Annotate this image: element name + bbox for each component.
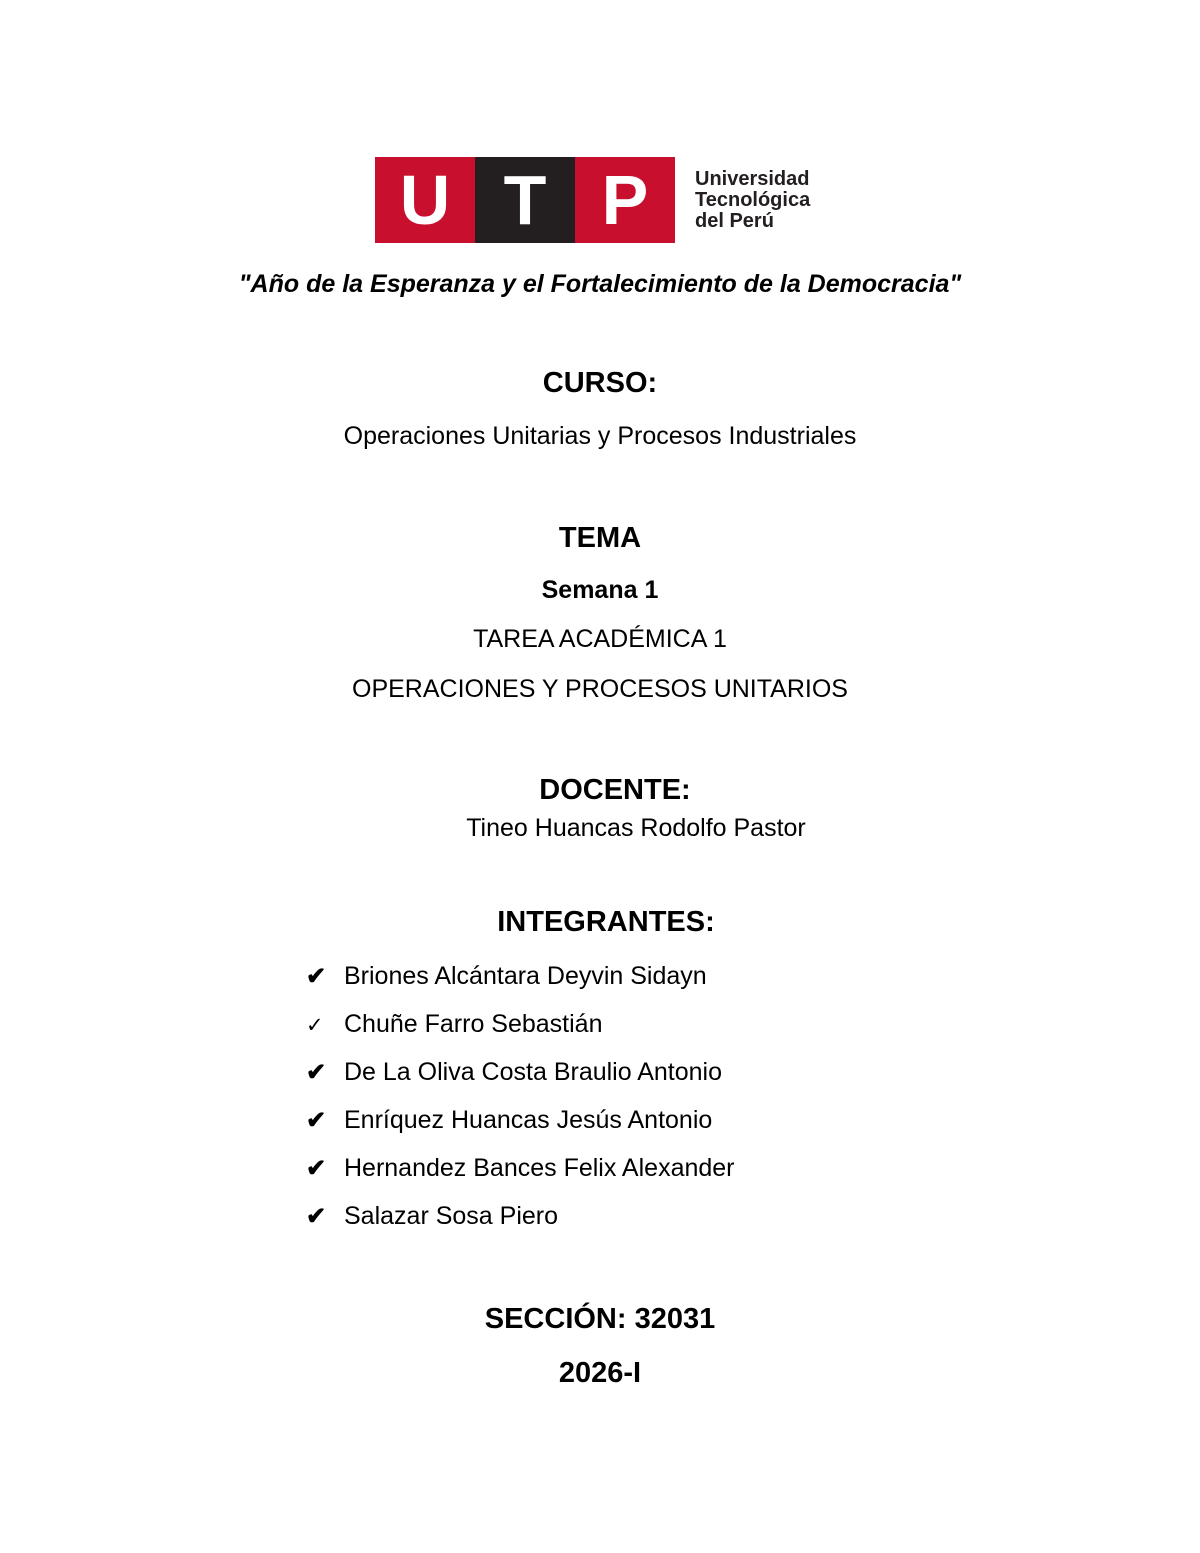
tema-title: OPERACIONES Y PROCESOS UNITARIOS — [352, 675, 848, 703]
check-icon: ✔ — [306, 963, 327, 990]
member-name: Enríquez Huancas Jesús Antonio — [344, 1106, 713, 1134]
logo-letter-p: P — [575, 157, 675, 243]
logo-text-line-2: Tecnológica — [695, 189, 811, 211]
seccion: SECCIÓN: 32031 — [484, 1303, 716, 1335]
logo-university-name — [695, 169, 810, 232]
check-icon: ✔ — [306, 1059, 327, 1086]
member-name: De La Oliva Costa Braulio Antonio — [344, 1058, 722, 1086]
logo-letter-u: U — [375, 157, 475, 243]
member-name: Briones Alcántara Deyvin Sidayn — [344, 962, 707, 990]
list-item — [306, 1150, 735, 1198]
curso-label: CURSO: — [542, 367, 658, 399]
utp-logo — [375, 157, 835, 243]
list-item — [306, 1102, 735, 1150]
tema-task: TAREA ACADÉMICA 1 — [473, 625, 727, 653]
list-item — [306, 1006, 735, 1054]
check-icon: ✔ — [306, 1203, 327, 1230]
curso-value: Operaciones Unitarias y Procesos Industriales — [343, 422, 857, 450]
year-motto: "Año de la Esperanza y el Fortalecimiento de la Democracia" — [238, 270, 962, 298]
list-item — [306, 1054, 735, 1102]
list-item — [306, 958, 735, 1006]
member-name: Salazar Sosa Piero — [344, 1202, 559, 1230]
periodo: 2026-I — [558, 1357, 642, 1389]
docente-label: DOCENTE: — [539, 774, 691, 806]
logo-text-line-3: del Perú — [695, 210, 774, 232]
tema-label: TEMA — [558, 522, 642, 554]
list-item — [306, 1198, 735, 1246]
member-name: Hernandez Bances Felix Alexander — [344, 1154, 735, 1182]
check-icon: ✓ — [306, 1014, 324, 1037]
members-list — [306, 958, 735, 1246]
member-name: Chuñe Farro Sebastián — [344, 1010, 603, 1038]
integrantes-label: INTEGRANTES: — [497, 906, 715, 938]
check-icon: ✔ — [306, 1107, 327, 1134]
docente-name: Tineo Huancas Rodolfo Pastor — [466, 814, 806, 842]
tema-week: Semana 1 — [541, 576, 659, 604]
logo-text-line-1: Universidad — [695, 168, 810, 190]
logo-letter-t: T — [475, 157, 575, 243]
check-icon: ✔ — [306, 1155, 327, 1182]
